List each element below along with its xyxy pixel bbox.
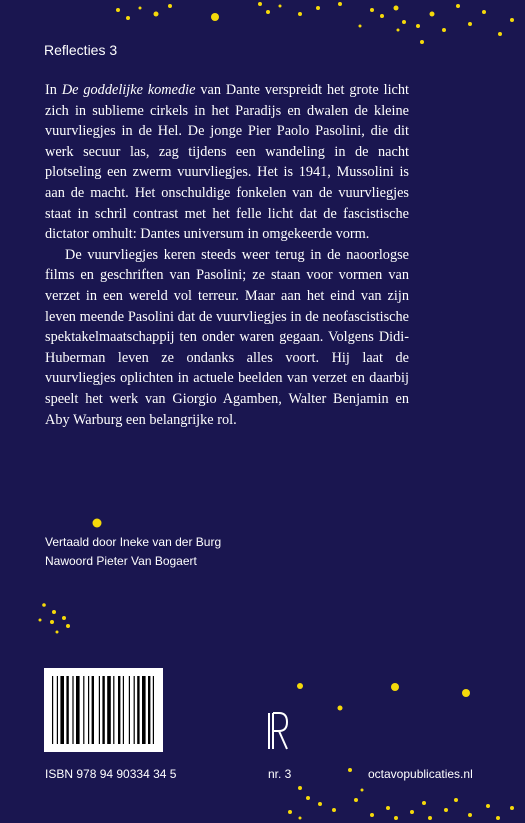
series-number: nr. 3: [268, 767, 292, 781]
intro-text: van Dante verspreidt het grote licht zich in sublieme cirkels in het Paradijs en dwalen de kleine vuurvliegjes in de Hel. De jonge Pier Paolo Pasolini, die dit werk secuur las, zag tijdens een wandeling in de nacht plotseling een zwerm vuurvliegjes. Het is 1941, Mussolini is aan de macht. Het onschuldige fonkelen van de vuurvliegjes staat in schril contrast met het felle licht dat de fascistische dictator omhult: Dantes universum in omgekeerde vorm.: [45, 82, 410, 243]
translator-credit: Vertaald door Ineke van der Burg: [45, 535, 222, 549]
publisher-logo-icon: [267, 711, 289, 751]
barcode: [44, 668, 163, 752]
intro-prefix: In: [45, 82, 62, 98]
book-title-reference: De goddelijke komedie: [61, 82, 196, 98]
credits: [45, 533, 221, 571]
series-title: Reflecties 3: [44, 42, 118, 58]
afterword-credit: Nawoord Pieter Van Bogaert: [45, 554, 197, 568]
blurb-paragraph-1: [45, 80, 409, 245]
blurb-paragraph-2: De vuurvliegjes keren steeds weer terug in de naoorlogse films en geschriften van Pasolini; ze staan voor vormen van verzet in een wereld vol terreur. Maar aan het eind van zijn leven meende Pasolini dat de vuurvliegjes in de neofascistische spektakelmaatschappij ten onder waren gegaan. Volgens Didi-Huberman leven ze ondanks alles voort. Hij laat de vuurvliegjes oplichten in actuele beelden van verzet en daarbij speelt het werk van Giorgio Agamben, Walter Benjamin en Aby Warburg een belangrijke rol.: [45, 246, 409, 428]
isbn: ISBN 978 94 90334 34 5: [45, 767, 177, 781]
blurb-text: [45, 80, 409, 430]
publisher-website: octavopublicaties.nl: [368, 767, 473, 781]
barcode-icon: [44, 668, 163, 752]
